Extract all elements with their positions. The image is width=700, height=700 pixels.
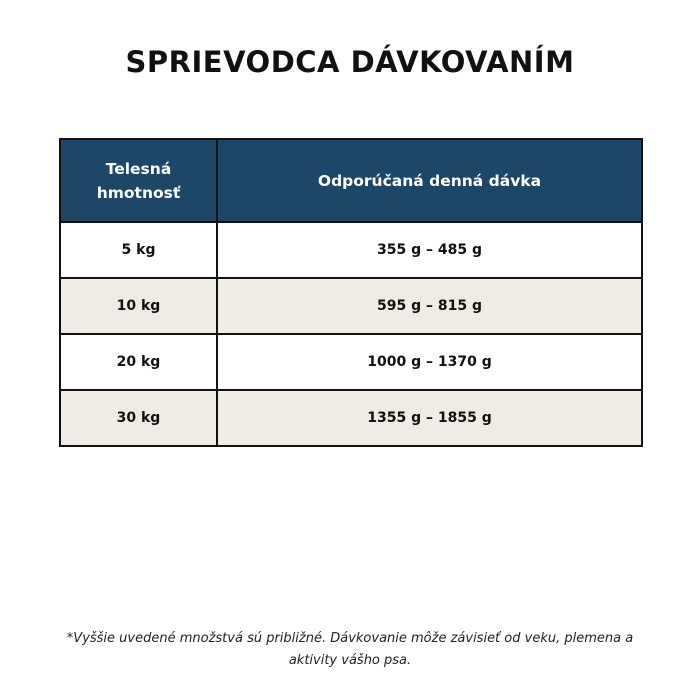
table-header-row [60, 139, 642, 222]
table-row [60, 278, 642, 334]
dosage-table [59, 138, 643, 447]
footnote [40, 628, 660, 672]
page-title: SPRIEVODCA DÁVKOVANÍM [125, 45, 575, 79]
weight-cell: 30 kg [60, 390, 217, 446]
weight-cell: 5 kg [60, 222, 217, 278]
column-header-dose: Odporúčaná denná dávka [217, 139, 642, 222]
column-header-weight-line2: hmotnosť [96, 183, 181, 202]
dose-cell: 595 g – 815 g [217, 278, 642, 334]
table-row [60, 334, 642, 390]
footnote-line2: aktivity vášho psa. [288, 653, 412, 668]
weight-cell: 20 kg [60, 334, 217, 390]
column-header-weight [60, 139, 217, 222]
dose-cell: 1355 g – 1855 g [217, 390, 642, 446]
table-row [60, 390, 642, 446]
table-row [60, 222, 642, 278]
dose-cell: 355 g – 485 g [217, 222, 642, 278]
footnote-line1: *Vyššie uvedené množstvá sú približné. Dávkovanie môže závisieť od veku, plemena a [66, 631, 634, 646]
column-header-weight-line1: Telesná [105, 159, 172, 178]
dose-cell: 1000 g – 1370 g [217, 334, 642, 390]
weight-cell: 10 kg [60, 278, 217, 334]
